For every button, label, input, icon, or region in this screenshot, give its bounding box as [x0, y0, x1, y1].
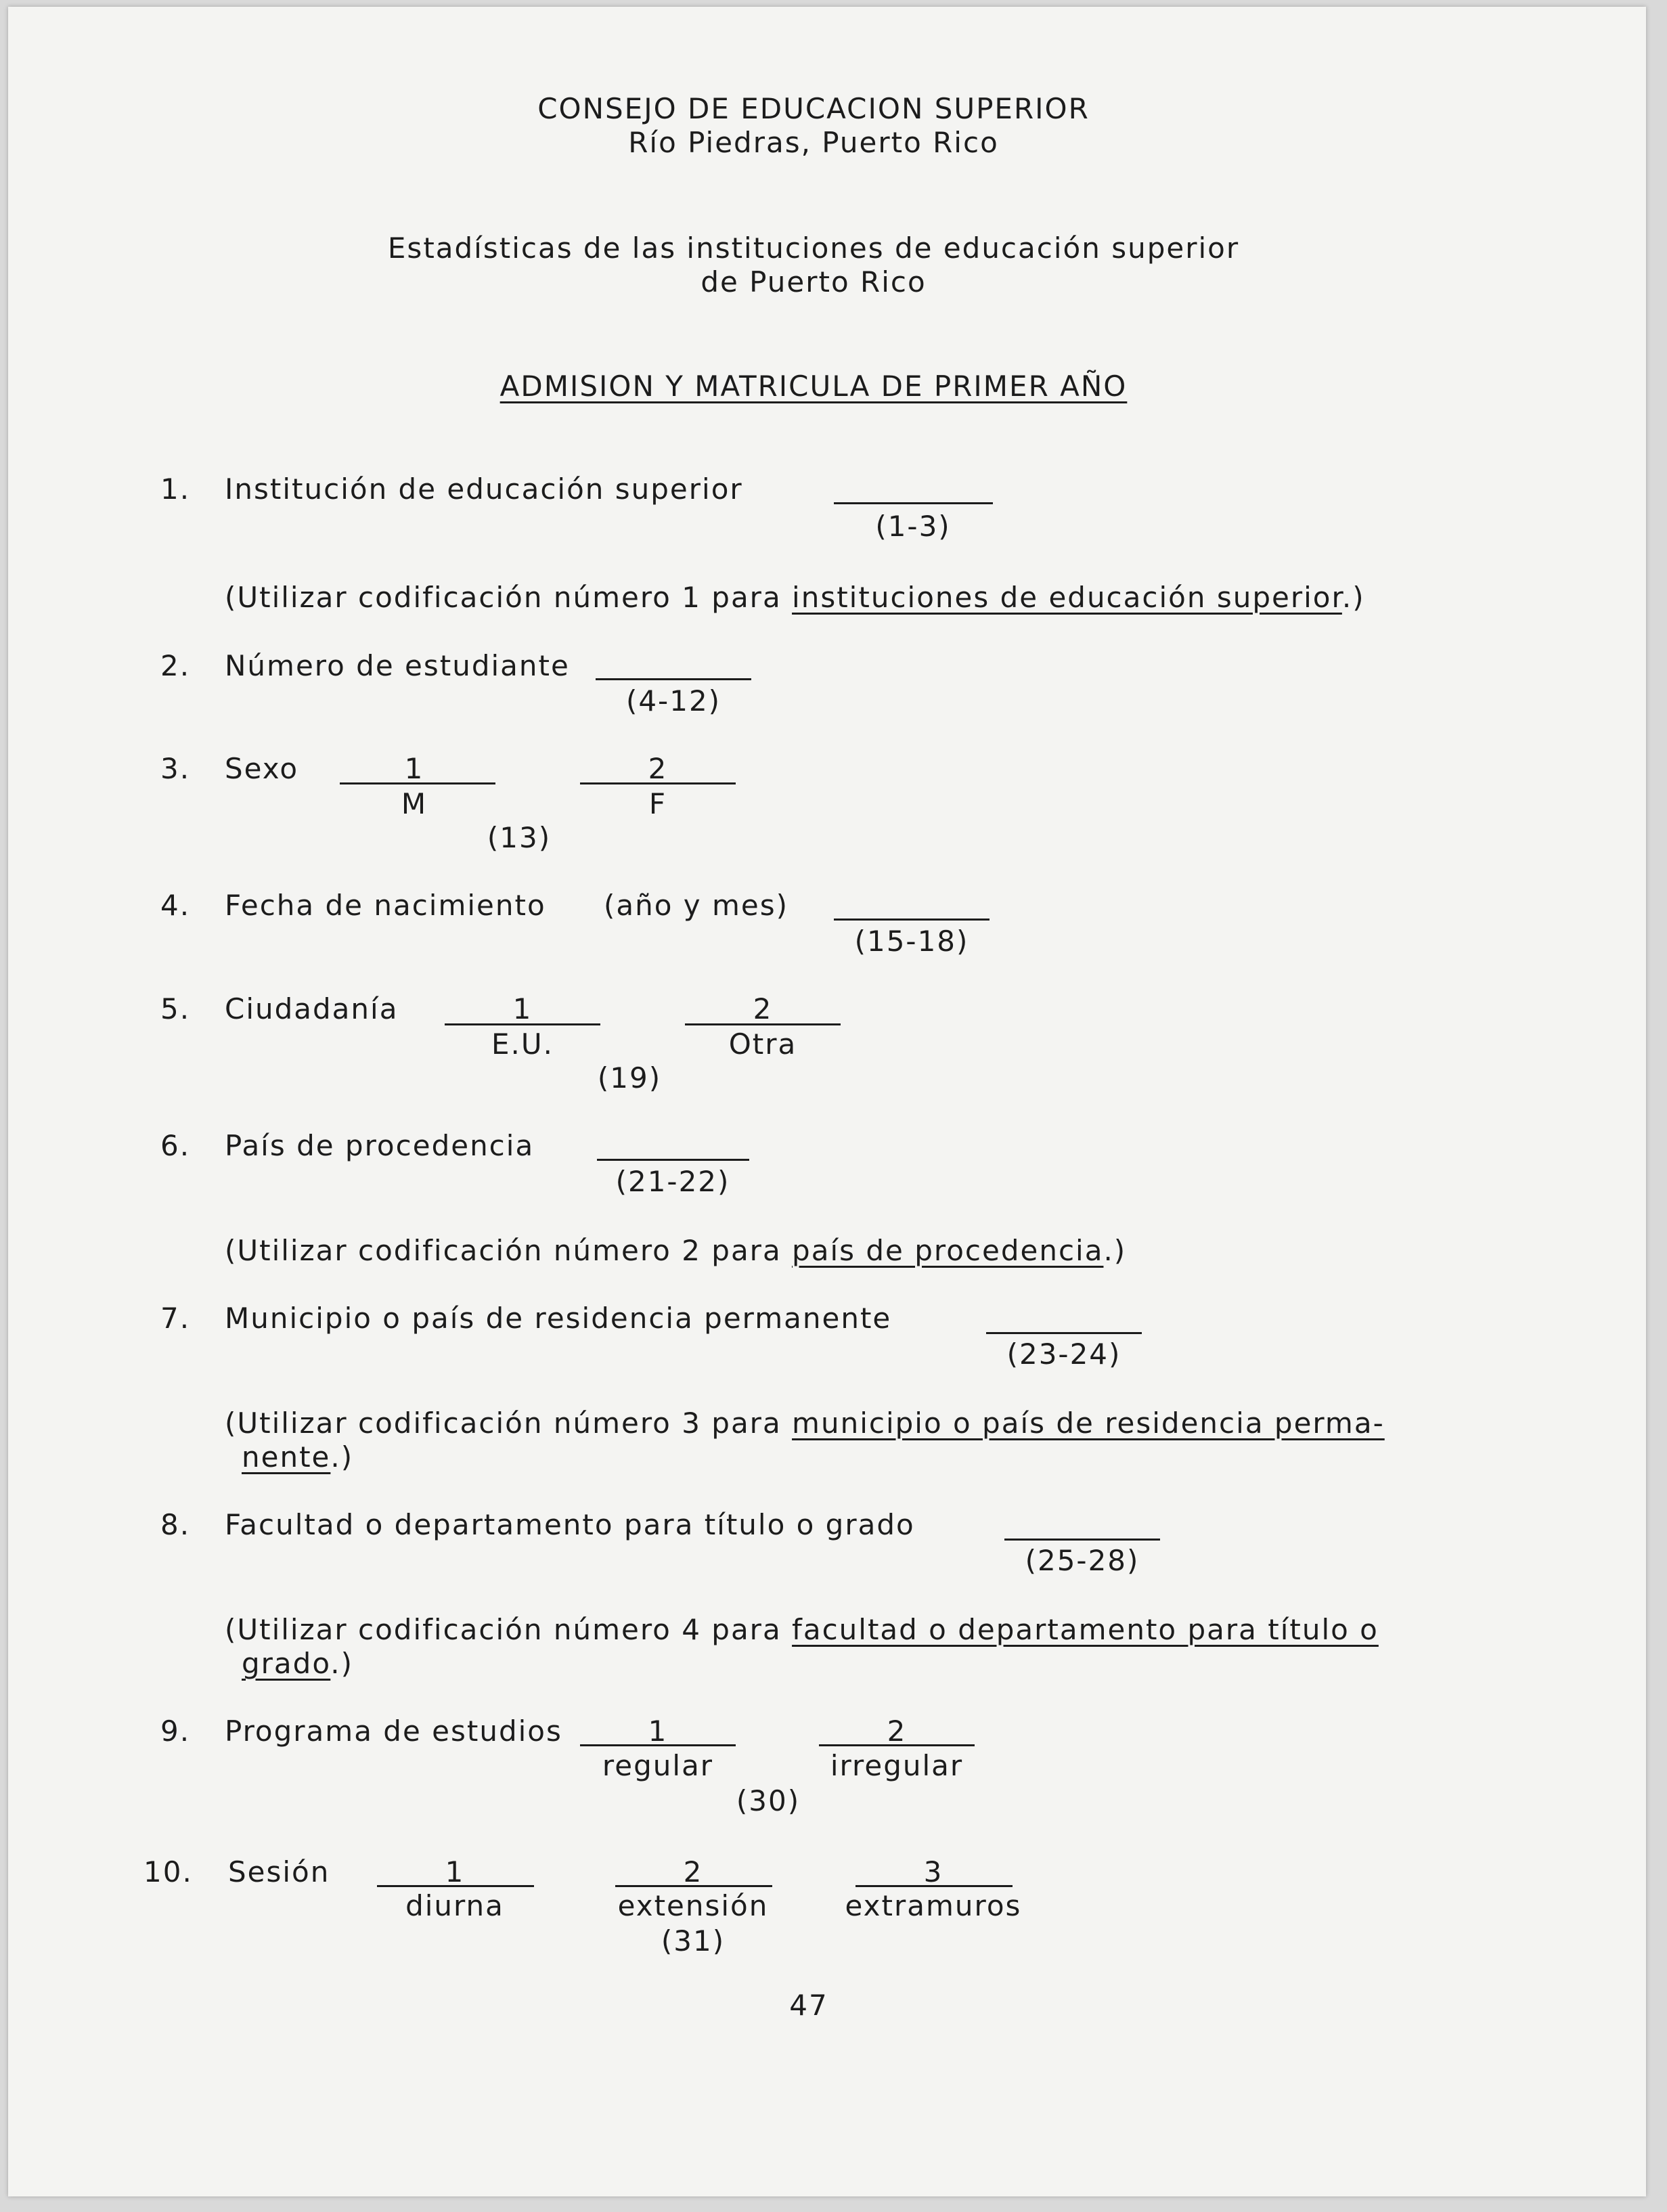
- answer-line: [834, 502, 993, 504]
- answer-line: [615, 1885, 772, 1887]
- item-number: 9.: [160, 1715, 191, 1748]
- item-label: Fecha de nacimiento: [225, 889, 546, 922]
- page-number: 47: [789, 1989, 828, 2022]
- item-number: 3.: [160, 752, 191, 785]
- field-code: (21-22): [615, 1165, 730, 1198]
- coding-note: (Utilizar codificación número 1 para instituciones de educación superior.): [225, 581, 1365, 614]
- option-value: 1: [648, 1715, 668, 1748]
- option-label: diurna: [405, 1889, 504, 1922]
- answer-line: [580, 1744, 736, 1746]
- field-code: (31): [661, 1924, 726, 1957]
- option-value: 1: [512, 992, 533, 1025]
- item-label: Sexo: [225, 752, 299, 785]
- answer-line: [834, 919, 990, 921]
- answer-line: [597, 1159, 749, 1161]
- option-label: extensión: [617, 1889, 769, 1922]
- option-label: Otra: [728, 1027, 797, 1061]
- answer-line: [596, 678, 751, 680]
- item-label: Facultad o departamento para título o grado: [225, 1508, 915, 1541]
- title-line-2: de Puerto Rico: [701, 265, 927, 298]
- item-label: Institución de educación superior: [225, 472, 743, 506]
- title-line-1: Estadísticas de las instituciones de educación superior: [387, 231, 1240, 265]
- coding-note: (Utilizar codificación número 2 para país de procedencia.): [225, 1234, 1127, 1267]
- option-label: regular: [602, 1749, 714, 1782]
- option-label: E.U.: [491, 1027, 554, 1061]
- answer-line: [685, 1023, 841, 1025]
- answer-line: [986, 1332, 1142, 1334]
- option-value: 2: [887, 1715, 907, 1748]
- item-label: Número de estudiante: [225, 649, 570, 682]
- option-label: F: [648, 787, 667, 820]
- item-number: 1.: [160, 472, 191, 506]
- item-label: Ciudadanía: [225, 992, 399, 1025]
- answer-line: [377, 1885, 534, 1887]
- option-label: irregular: [830, 1749, 964, 1782]
- item-number: 4.: [160, 889, 191, 922]
- item-number: 7.: [160, 1302, 191, 1335]
- section-heading: ADMISION Y MATRICULA DE PRIMER AÑO: [499, 370, 1128, 403]
- item-label: Municipio o país de residencia permanente: [225, 1302, 892, 1335]
- option-value: 2: [648, 752, 668, 785]
- field-code: (15-18): [854, 925, 969, 958]
- answer-line: [580, 782, 736, 784]
- option-value: 3: [923, 1855, 943, 1888]
- field-code: (13): [487, 821, 552, 854]
- option-value: 2: [683, 1855, 703, 1888]
- field-code: (23-24): [1006, 1337, 1121, 1371]
- coding-note-cont: nente.): [242, 1440, 354, 1474]
- answer-line: [819, 1744, 975, 1746]
- item-number: 6.: [160, 1129, 191, 1162]
- option-value: 2: [753, 992, 773, 1025]
- item-number: 2.: [160, 649, 191, 682]
- answer-line: [1004, 1539, 1160, 1541]
- coding-note: (Utilizar codificación número 3 para municipio o país de residencia perma-: [225, 1407, 1385, 1440]
- item-number: 5.: [160, 992, 191, 1025]
- field-code: (1-3): [875, 510, 951, 543]
- answer-line: [445, 1023, 600, 1025]
- option-label: M: [401, 787, 428, 820]
- answer-line: [855, 1885, 1013, 1887]
- item-extra: (año y mes): [604, 889, 789, 922]
- field-code: (19): [597, 1061, 662, 1094]
- item-number: 8.: [160, 1508, 191, 1541]
- field-code: (4-12): [625, 684, 721, 717]
- option-label: extramuros: [845, 1889, 1022, 1922]
- item-label: País de procedencia: [225, 1129, 535, 1162]
- answer-line: [340, 782, 495, 784]
- location: Río Piedras, Puerto Rico: [628, 126, 999, 159]
- item-label: Sesión: [228, 1855, 330, 1888]
- field-code: (25-28): [1025, 1544, 1140, 1577]
- item-label: Programa de estudios: [225, 1715, 562, 1748]
- document-page: [8, 7, 1646, 2196]
- org-name: CONSEJO DE EDUCACION SUPERIOR: [537, 92, 1090, 125]
- option-value: 1: [404, 752, 424, 785]
- coding-note: (Utilizar codificación número 4 para facultad o departamento para título o: [225, 1613, 1379, 1646]
- option-value: 1: [445, 1855, 465, 1888]
- item-number: 10.: [143, 1855, 193, 1888]
- field-code: (30): [736, 1784, 801, 1817]
- coding-note-cont: grado.): [242, 1647, 354, 1680]
